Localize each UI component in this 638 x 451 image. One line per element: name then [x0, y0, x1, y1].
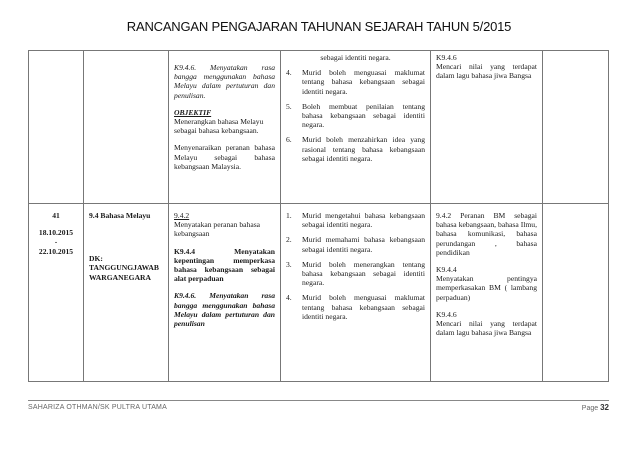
- standard-code-text: Menyatakan peranan bahasa kebangsaan: [174, 220, 261, 239]
- table-row: [29, 204, 609, 382]
- table-row: [29, 51, 609, 204]
- footer-author: SAHARIZA OTHMAN/SK PULTRA UTAMA: [28, 404, 167, 411]
- lesson-plan-table: [28, 50, 609, 382]
- standard-cell: [169, 51, 281, 204]
- page-footer: [28, 400, 609, 415]
- dk-value: TANGGUNGJAWAB WARGANEGARA: [89, 263, 159, 282]
- objective-heading: OBJEKTIF: [174, 107, 212, 117]
- standard-k946: K9.4.6. Menyatakan rasa bangga menggunakan bahasa Melayu dalam pertuturan dan penulisan.: [174, 63, 275, 100]
- list-item: 2. Murid memahami bahasa kebangsaan sebagai identiti negara.: [286, 235, 425, 254]
- date-start: 18.10.2015: [38, 228, 74, 238]
- topic-cell: [84, 204, 169, 382]
- notes-cell: [543, 204, 609, 382]
- list-item: sebagai identiti negara.: [320, 53, 391, 62]
- activity-k944-code: K9.4.4: [436, 265, 457, 275]
- topic-cell: [84, 51, 169, 204]
- activity-k946-code: K9.4.6: [436, 309, 457, 319]
- learning-objectives-cell: [281, 204, 431, 382]
- week-number: 41: [52, 211, 60, 220]
- list-item: 6. Murid boleh menzahirkan idea yang rasional tentang bahasa kebangsaan sebagai identiti negara.: [286, 135, 425, 163]
- activity-k944-text: Menyatakan pentingya memperkasakan BM ( lambang perpaduan): [436, 274, 537, 302]
- document-title: RANCANGAN PENGAJARAN TAHUNAN SEJARAH TAHUN 5/2015: [126, 19, 512, 34]
- week-cell: [29, 204, 84, 382]
- standard-cell: [169, 204, 281, 382]
- activity-k946-text: Mencari nilai yang terdapat dalam lagu bahasa jiwa Bangsa: [436, 319, 537, 338]
- activity-cell: [431, 204, 543, 382]
- activity-942: 9.4.2 Peranan BM sebagai bahasa kebangsaan, bahasa Ilmu, bahasa komunikasi, bahasa perundangan , bahasa pendidikan: [436, 211, 537, 257]
- activity-cell: [431, 51, 543, 204]
- list-item: 1. Murid mengetahui bahasa kebangsaan sebagai identiti negara.: [286, 211, 425, 230]
- standard-k946: K9.4.6. Menyatakan rasa bangga menggunakan bahasa Melayu dalam pertuturan dan penulisan: [174, 291, 275, 329]
- week-cell: [29, 51, 84, 204]
- activity-text: Mencari nilai yang terdapat dalam lagu bahasa jiwa Bangsa: [436, 62, 537, 81]
- activity-code: K9.4.6: [436, 53, 457, 62]
- page-number: Page 32: [581, 403, 609, 412]
- objective-text: Menerangkan bahasa Melayu sebagai bahasa kebangsaan.: [174, 117, 264, 136]
- list-item: 3. Murid boleh menerangkan tentang bahasa kebangsaan sebagai identiti negara.: [286, 259, 425, 288]
- topic-title: 9.4 Bahasa Melayu: [89, 211, 151, 220]
- standard-code: 9.4.2: [174, 211, 190, 220]
- learning-objectives-cell: [281, 51, 431, 204]
- dk-label: DK:: [89, 254, 103, 264]
- date-end: 22.10.2015: [38, 246, 74, 256]
- list-item: 5. Boleh membuat penilaian tentang bahasa kebangsaan sebagai identiti negara.: [286, 101, 425, 130]
- list-item: 4. Murid boleh menguasai maklumat tentang bahasa kebangsaan sebagai identiti negara.: [286, 68, 425, 96]
- list-item: 4. Murid boleh menguasai maklumat tentang bahasa kebangsaan sebagai identiti negara.: [286, 293, 425, 321]
- date-separator: -: [54, 237, 58, 247]
- notes-cell: [543, 51, 609, 204]
- standard-k944: K9.4.4 Menyatakan kepentingan memperkasa bahasa kebangsaan sebagai alat perpaduan: [174, 246, 275, 284]
- objective-extra: Menyenaraikan peranan bahasa Melayu sebagai bahasa kebangsaan Malaysia.: [174, 143, 275, 171]
